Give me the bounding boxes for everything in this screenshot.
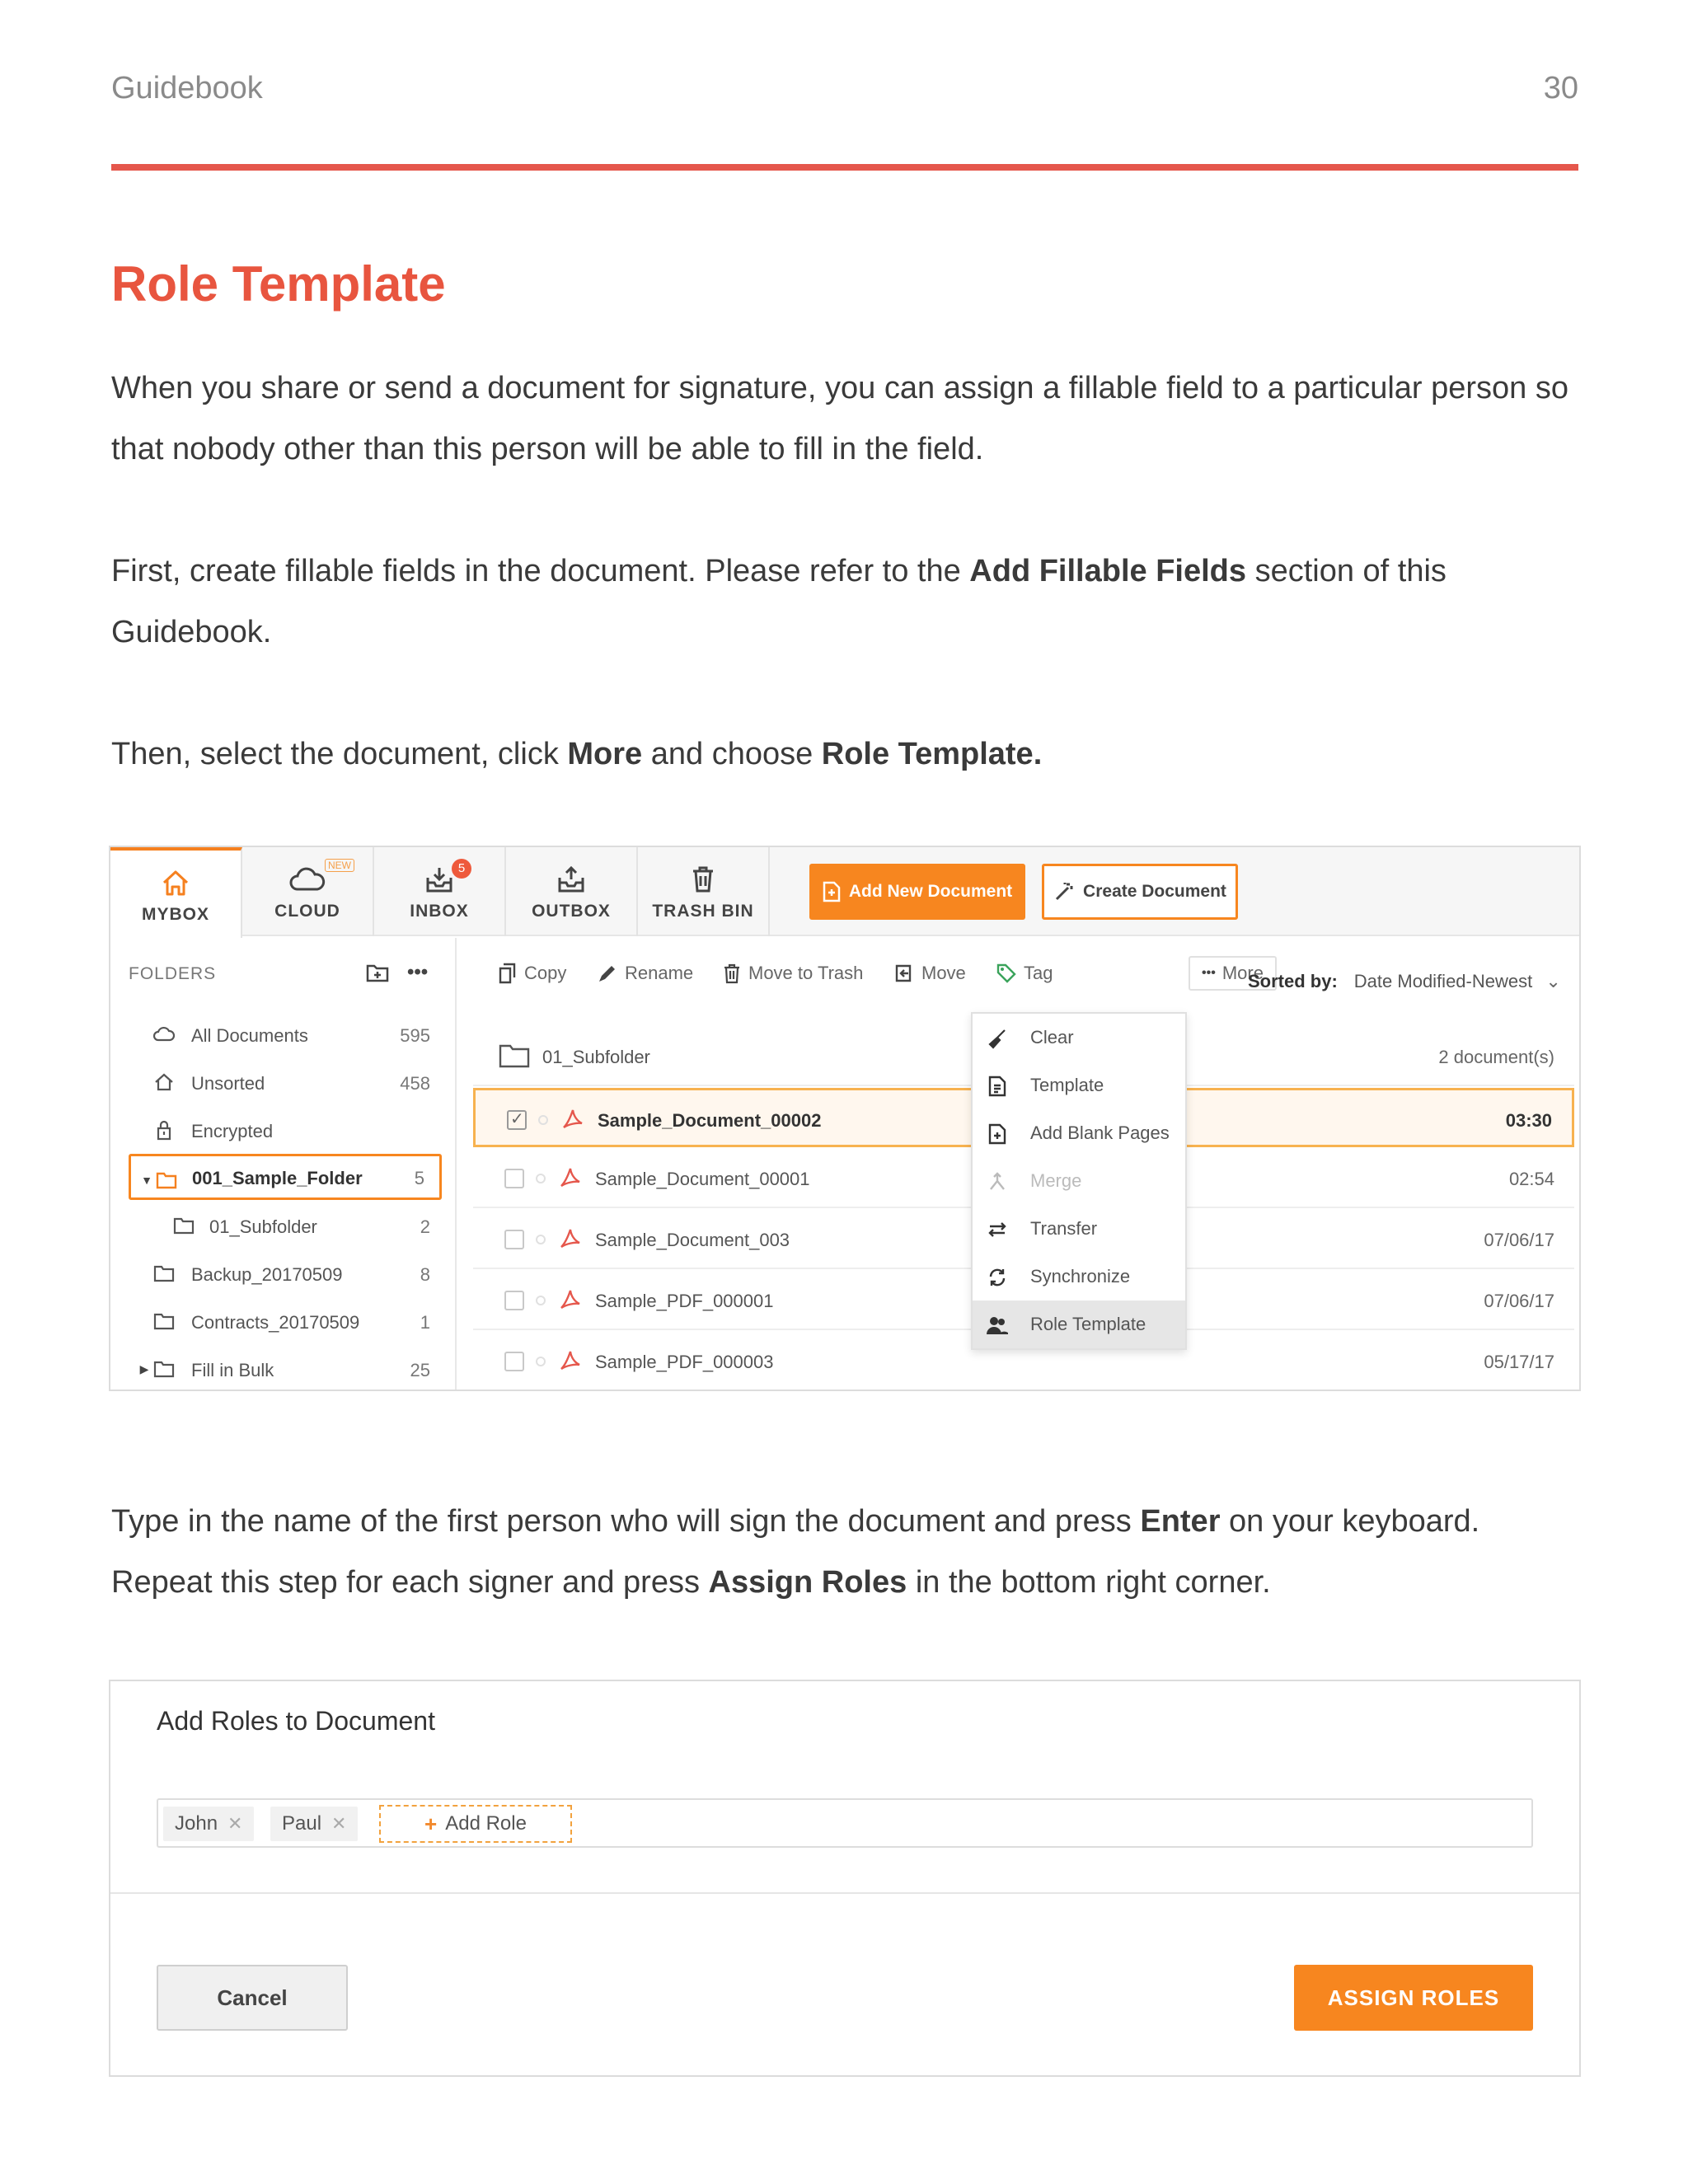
document-name: Sample_Document_00001 xyxy=(595,1169,810,1189)
sort-control[interactable] xyxy=(1248,971,1561,992)
text: Type in the name of the first person who will sign the document and press xyxy=(111,1504,1141,1539)
document-date: 05/17/17 xyxy=(1484,1352,1554,1372)
move-icon xyxy=(893,963,915,984)
folder-label: Encrypted xyxy=(191,1121,274,1141)
folder-icon xyxy=(173,1215,195,1236)
folder-label: Unsorted xyxy=(191,1073,265,1094)
pdf-icon xyxy=(559,1226,582,1251)
trash-icon xyxy=(638,860,768,898)
cancel-button[interactable]: Cancel xyxy=(157,1965,348,2031)
document-name: Sample_Document_00002 xyxy=(598,1110,822,1131)
move-button[interactable] xyxy=(893,963,966,984)
menu-item-label: Role Template xyxy=(1030,1314,1146,1334)
pdf-icon xyxy=(559,1348,582,1373)
document-date: 02:54 xyxy=(1508,1169,1554,1189)
paragraph-first-step xyxy=(111,541,1587,663)
menu-item-label: Merge xyxy=(1030,1170,1082,1191)
status-dot xyxy=(536,1174,546,1183)
new-folder-icon[interactable] xyxy=(366,963,389,982)
bold-text: Assign Roles xyxy=(708,1565,907,1600)
paragraph-third-step xyxy=(111,1491,1587,1613)
folder-all-documents[interactable] xyxy=(110,1010,457,1058)
transfer-icon xyxy=(986,1218,1009,1241)
folder-contracts[interactable] xyxy=(110,1297,457,1345)
sync-icon xyxy=(986,1266,1009,1289)
text: Then, select the document, click xyxy=(111,737,568,771)
document-date: 03:30 xyxy=(1505,1110,1552,1131)
create-document-label: Create Document xyxy=(1083,882,1226,901)
folders-heading: FOLDERS xyxy=(129,964,217,983)
folder-count: 458 xyxy=(400,1073,430,1094)
folder-count: 595 xyxy=(400,1025,430,1046)
bold-text: Role Template. xyxy=(821,737,1043,771)
template-icon xyxy=(986,1075,1009,1098)
add-page-icon xyxy=(986,1122,1009,1146)
tab-bar xyxy=(110,847,1579,936)
tab-label: TRASH BIN xyxy=(652,902,754,921)
menu-item-label: Add Blank Pages xyxy=(1030,1122,1170,1143)
add-document-icon xyxy=(823,881,841,902)
paragraph-second-step xyxy=(111,724,1587,785)
menu-item-label: Clear xyxy=(1030,1027,1074,1047)
menu-item-label: Synchronize xyxy=(1030,1266,1131,1286)
status-dot xyxy=(538,1115,548,1125)
home-icon xyxy=(153,1071,175,1093)
header-rule xyxy=(111,164,1578,171)
menu-item-label: Template xyxy=(1030,1075,1104,1095)
folder-icon xyxy=(153,1263,175,1284)
caret-right-icon: ▶ xyxy=(139,1361,149,1376)
sorted-by-label: Sorted by: xyxy=(1248,971,1338,991)
menu-item-add-blank-pages[interactable] xyxy=(973,1109,1185,1157)
folder-icon xyxy=(153,1310,175,1332)
folder-label: 001_Sample_Folder xyxy=(192,1168,363,1188)
copy-button[interactable] xyxy=(498,963,566,984)
row-checkbox[interactable] xyxy=(504,1352,524,1371)
menu-item-label: Transfer xyxy=(1030,1218,1098,1239)
tab-inbox[interactable] xyxy=(374,847,506,936)
merge-icon xyxy=(986,1170,1009,1193)
folder-count: 1 xyxy=(420,1312,430,1333)
folder-count: 25 xyxy=(410,1360,430,1380)
roles-input[interactable] xyxy=(157,1798,1533,1848)
magic-wand-icon xyxy=(1053,881,1075,902)
role-chip[interactable] xyxy=(270,1807,358,1841)
pdf-icon xyxy=(559,1287,582,1312)
document-date: 07/06/17 xyxy=(1484,1230,1554,1250)
tab-cloud[interactable] xyxy=(242,847,374,936)
folder-icon xyxy=(498,1043,531,1068)
assign-roles-button[interactable]: ASSIGN ROLES xyxy=(1294,1965,1533,2031)
section-title: Role Template xyxy=(111,256,446,312)
close-icon[interactable]: ✕ xyxy=(331,1813,347,1834)
folder-01-subfolder[interactable] xyxy=(110,1202,457,1249)
users-icon xyxy=(986,1314,1009,1337)
folder-label: Contracts_20170509 xyxy=(191,1312,360,1333)
add-role-label: Add Role xyxy=(445,1812,527,1835)
dialog-title: Add Roles to Document xyxy=(157,1706,435,1736)
lock-icon xyxy=(153,1119,175,1141)
folder-unsorted[interactable] xyxy=(110,1058,457,1106)
folder-count: 2 xyxy=(420,1216,430,1237)
dialog-divider xyxy=(110,1892,1579,1894)
broom-icon xyxy=(986,1027,1009,1050)
row-checkbox[interactable] xyxy=(507,1110,527,1130)
subfolder-document-count: 2 document(s) xyxy=(1438,1047,1554,1067)
status-dot xyxy=(536,1235,546,1244)
move-to-trash-button[interactable] xyxy=(722,963,863,984)
copy-label: Copy xyxy=(524,963,567,983)
text: section of this Guidebook. xyxy=(111,554,1447,649)
close-icon[interactable]: ✕ xyxy=(227,1813,243,1834)
rename-button[interactable] xyxy=(597,963,693,984)
add-role-button[interactable] xyxy=(379,1805,572,1843)
menu-item-clear[interactable] xyxy=(973,1014,1185,1062)
home-icon xyxy=(110,864,241,902)
document-name: Sample_PDF_000003 xyxy=(595,1352,774,1372)
file-manager-screenshot xyxy=(109,846,1581,1391)
folder-fill-in-bulk[interactable] xyxy=(110,1345,457,1391)
tab-label: INBOX xyxy=(410,902,469,921)
role-name: John xyxy=(175,1812,218,1835)
tag-button[interactable] xyxy=(996,963,1053,984)
page-header xyxy=(111,71,1578,112)
move-label: Move xyxy=(921,963,966,983)
tab-label: CLOUD xyxy=(274,902,340,921)
menu-item-transfer[interactable] xyxy=(973,1205,1185,1253)
sorted-by-value: Date Modified-Newest xyxy=(1353,971,1533,991)
copy-icon xyxy=(498,963,518,984)
bold-text: Enter xyxy=(1140,1504,1221,1539)
more-dots-icon[interactable]: ••• xyxy=(407,961,429,983)
folder-count: 5 xyxy=(414,1168,424,1188)
document-name: Sample_PDF_000001 xyxy=(595,1291,774,1311)
tag-icon xyxy=(996,963,1017,984)
folder-backup[interactable] xyxy=(110,1249,457,1297)
tab-outbox[interactable] xyxy=(506,847,638,936)
folder-icon xyxy=(153,1358,175,1380)
add-new-document-button[interactable] xyxy=(809,864,1025,920)
menu-item-merge[interactable] xyxy=(973,1157,1185,1205)
create-document-button[interactable] xyxy=(1042,864,1238,920)
row-checkbox[interactable] xyxy=(504,1230,524,1249)
text: on your keyboard. Repeat this step for each signer and press xyxy=(111,1504,1480,1600)
pdf-icon xyxy=(559,1165,582,1190)
trash-icon xyxy=(722,963,742,984)
chevron-down-icon: ⌄ xyxy=(1545,971,1561,991)
text: in the bottom right corner. xyxy=(907,1565,1271,1600)
folder-count: 8 xyxy=(420,1264,430,1285)
page-number: 30 xyxy=(1543,71,1578,105)
move-to-trash-label: Move to Trash xyxy=(748,963,864,983)
row-checkbox[interactable] xyxy=(504,1291,524,1310)
document-name: Sample_Document_003 xyxy=(595,1230,790,1250)
row-checkbox[interactable] xyxy=(504,1169,524,1188)
text: and choose xyxy=(642,737,822,771)
folder-label: Backup_20170509 xyxy=(191,1264,343,1285)
plus-icon: + xyxy=(424,1811,438,1836)
menu-item-template[interactable] xyxy=(973,1062,1185,1109)
tag-label: Tag xyxy=(1024,963,1053,983)
add-new-document-label: Add New Document xyxy=(848,882,1013,901)
outbox-icon xyxy=(506,860,636,898)
text: First, create fillable fields in the document. Please refer to the xyxy=(111,554,970,588)
role-chip[interactable] xyxy=(163,1807,254,1841)
caret-down-icon: ▼ xyxy=(141,1174,152,1187)
new-badge: NEW xyxy=(325,859,354,872)
bold-text: More xyxy=(567,737,643,771)
add-roles-dialog xyxy=(109,1680,1581,2077)
folder-icon xyxy=(156,1169,177,1191)
pencil-icon xyxy=(597,963,618,984)
role-name: Paul xyxy=(282,1812,322,1835)
folders-sidebar xyxy=(110,938,457,1391)
inbox-count-badge: 5 xyxy=(452,859,471,879)
folder-label: All Documents xyxy=(191,1025,308,1046)
more-label: More xyxy=(1221,963,1264,983)
menu-item-role-template[interactable] xyxy=(973,1301,1185,1348)
tab-trash-bin[interactable] xyxy=(638,847,770,936)
tab-mybox[interactable] xyxy=(110,847,242,938)
status-dot xyxy=(536,1357,546,1366)
cloud-icon xyxy=(153,1024,175,1045)
folder-label: 01_Subfolder xyxy=(209,1216,317,1237)
tab-label: MYBOX xyxy=(141,905,209,924)
folder-label: Fill in Bulk xyxy=(191,1360,274,1380)
folders-tools xyxy=(366,961,428,984)
inbox-icon xyxy=(374,860,504,898)
more-dropdown-menu xyxy=(971,1012,1187,1350)
folder-001-sample-folder[interactable] xyxy=(129,1154,442,1200)
subfolder-name: 01_Subfolder xyxy=(542,1047,650,1067)
menu-item-synchronize[interactable] xyxy=(973,1253,1185,1301)
tab-label: OUTBOX xyxy=(532,902,611,921)
rename-label: Rename xyxy=(625,963,694,983)
folder-encrypted[interactable] xyxy=(110,1106,457,1154)
status-dot xyxy=(536,1296,546,1305)
pdf-icon xyxy=(561,1107,584,1132)
bold-text: Add Fillable Fields xyxy=(969,554,1247,588)
guidebook-title: Guidebook xyxy=(111,71,263,105)
more-dots-icon: ••• xyxy=(1202,966,1216,980)
document-date: 07/06/17 xyxy=(1484,1291,1554,1311)
paragraph-intro: When you share or send a document for signature, you can assign a fillable field to a particular person so that nobody other than this person will be able to fill in the field. xyxy=(111,371,1569,466)
